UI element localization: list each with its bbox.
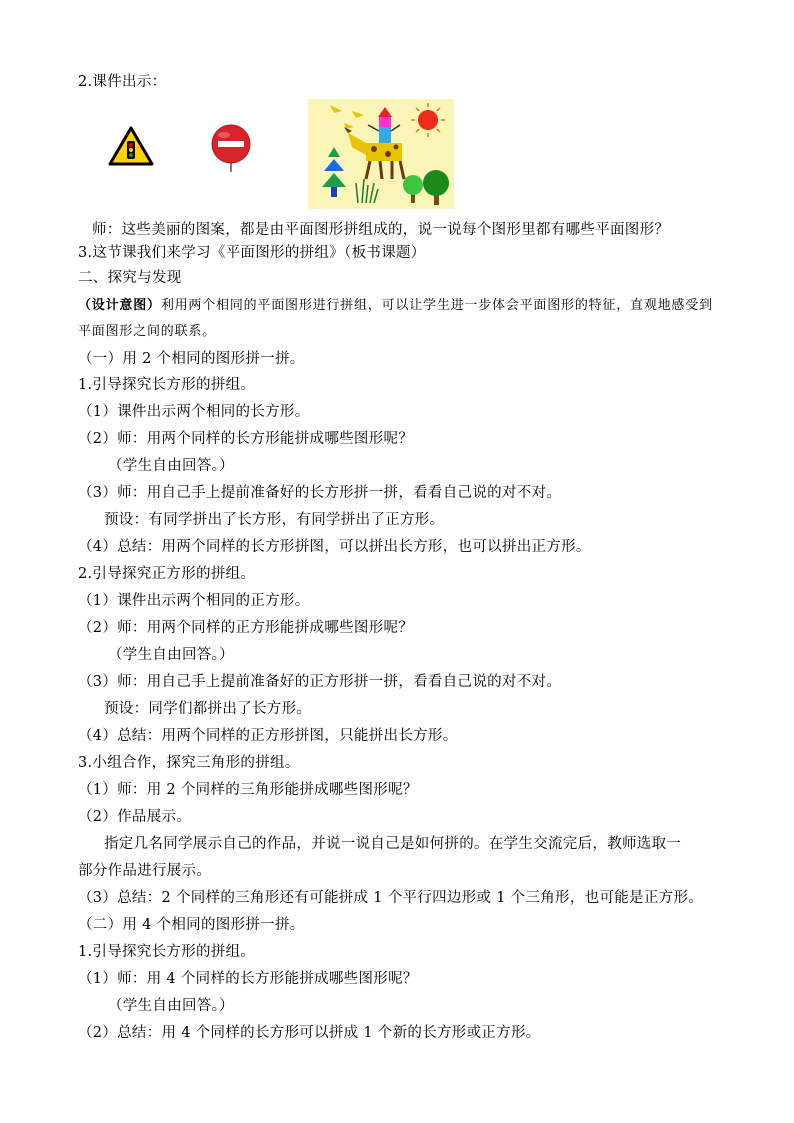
step-text: （3）师：用自己手上提前准备好的长方形拼一拼，看看自己说的对不对。: [78, 485, 562, 501]
section-heading: 二、探究与发现: [78, 270, 182, 286]
summary-text: （4）总结：用两个同样的长方形拼图，可以拼出长方形，也可以拼出正方形。: [78, 539, 591, 555]
triangle-combination-title: 3.小组合作，探究三角形的拼组。: [78, 755, 300, 771]
rectangle-combination-title: 1.引导探究长方形的拼组。: [78, 377, 256, 393]
preset-text: 预设：同学们都拼出了长方形。: [104, 701, 312, 717]
design-intent-text: 利用两个相同的平面图形进行拼组，可以让学生进一步体会平面图形的特征，直观地感受到平面图形之间的联系。: [78, 298, 713, 339]
summary-text: （3）总结：2 个同样的三角形还有可能拼成 1 个平行四边形或 1 个三角形，也可能是正方形。: [78, 890, 704, 906]
step-text: （2）师：用两个同样的长方形能拼成哪些图形呢？: [78, 431, 414, 447]
step-text: （2）作品展示。: [78, 809, 192, 825]
step-text: （2）师：用两个同样的正方形能拼成哪些图形呢？: [78, 620, 414, 636]
student-answer-text: （学生自由回答。）: [108, 458, 234, 474]
step-text: （1）课件出示两个相同的正方形。: [78, 593, 310, 609]
student-answer-text: （学生自由回答。）: [108, 998, 234, 1014]
step-text: （3）师：用自己手上提前准备好的正方形拼一拼，看看自己说的对不对。: [78, 674, 562, 690]
preset-text: 预设：有同学拼出了长方形，有同学拼出了正方形。: [104, 512, 445, 528]
summary-text: （2）总结：用 4 个同样的长方形可以拼成 1 个新的长方形或正方形。: [78, 1025, 541, 1041]
rectangle-four-title: 1.引导探究长方形的拼组。: [78, 944, 256, 960]
paragraph-text: 指定几名同学展示自己的作品，并说一说自己是如何拼的。在学生交流完后，教师选取一: [104, 836, 682, 852]
step-text: （1）师：用 4 个同样的长方形能拼成哪些图形呢？: [78, 971, 418, 987]
paragraph-text: 部分作品进行展示。: [78, 863, 212, 879]
student-answer-text: （学生自由回答。）: [108, 647, 234, 663]
square-combination-title: 2.引导探究正方形的拼组。: [78, 566, 256, 582]
step-text: （1）课件出示两个相同的长方形。: [78, 404, 310, 420]
design-intent-note: [78, 293, 718, 345]
shapes-collage-picture: [308, 99, 454, 209]
lesson-topic: 3.这节课我们来学习《平面图形的拼组》（板书课题）: [78, 245, 426, 261]
no-entry-sign-icon: [210, 124, 252, 174]
traffic-light-warning-sign-icon: [108, 126, 154, 166]
courseware-heading: 2.课件出示：: [78, 74, 167, 90]
summary-text: （4）总结：用两个同样的正方形拼图，只能拼出长方形。: [78, 728, 458, 744]
teacher-intro-text: 师：这些美丽的图案，都是由平面图形拼组成的，说一说每个图形里都有哪些平面图形？: [92, 222, 670, 238]
part-two-heading: （二）用 4 个相同的图形拼一拼。: [78, 917, 305, 933]
design-intent-label: （设计意图）: [78, 298, 161, 313]
part-one-heading: （一）用 2 个相同的图形拼一拼。: [78, 351, 305, 367]
step-text: （1）师：用 2 个同样的三角形能拼成哪些图形呢？: [78, 782, 418, 798]
